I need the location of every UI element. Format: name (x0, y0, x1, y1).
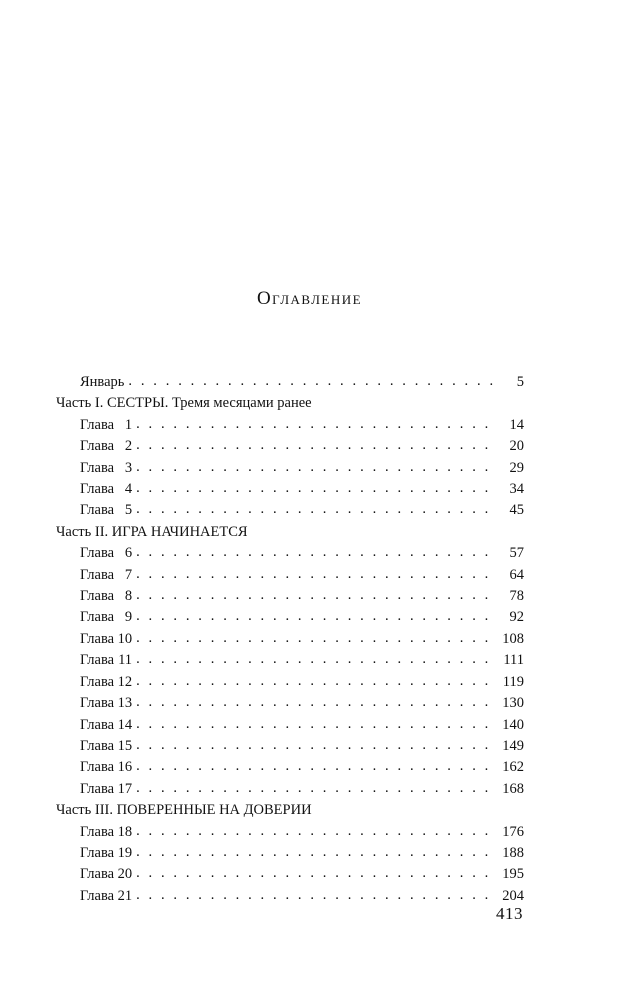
toc-dot-leader (134, 438, 498, 452)
toc-entry-label (80, 757, 134, 778)
toc-entry-title: Глава (80, 630, 115, 647)
toc-entry (56, 607, 524, 628)
toc-page-number: 149 (502, 737, 524, 754)
toc-chapter-number: 21 (117, 887, 133, 904)
toc-entry-title: Глава (80, 716, 115, 733)
page-title: Оглавление (256, 288, 363, 309)
toc-entry-title: Глава (80, 887, 115, 904)
toc-part-heading (56, 800, 524, 821)
toc-chapter-number: 19 (117, 844, 133, 861)
toc-part-title: Часть II. ИГРА НАЧИНАЕТСЯ (56, 523, 248, 540)
toc-entry-title: Январь (80, 374, 125, 390)
toc-part-heading (56, 393, 524, 414)
toc-entry-title: Глава (80, 737, 115, 754)
toc-page-number: 34 (509, 481, 524, 498)
toc-page-number: 176 (502, 823, 524, 840)
toc-entry (56, 500, 524, 521)
toc-chapter-number: 9 (124, 609, 133, 626)
toc-dot-leader (134, 460, 498, 474)
toc-entry-title: Глава (80, 866, 115, 883)
toc-page-number: 204 (502, 887, 524, 904)
toc-chapter-number: 15 (117, 737, 133, 754)
toc-entry (56, 886, 524, 907)
toc-chapter-number: 10 (117, 630, 133, 647)
toc-chapter-number: 11 (118, 652, 133, 669)
toc-part-heading (56, 522, 524, 543)
toc-dot-leader (134, 567, 498, 581)
toc-entry-title: Глава (80, 438, 115, 455)
toc-entry (56, 436, 524, 457)
toc-dot-leader (134, 888, 498, 902)
toc-entry-label (80, 779, 134, 800)
toc-dot-leader (134, 417, 498, 431)
toc-entry-title: Глава (80, 481, 115, 498)
toc-entry (56, 822, 524, 843)
toc-entry-title: Глава (80, 695, 115, 712)
toc-chapter-number: 18 (117, 823, 133, 840)
toc-chapter-number: 16 (117, 759, 133, 776)
toc-entry-title: Глава (80, 588, 115, 605)
toc-dot-leader (134, 738, 498, 752)
toc-page-number: 5 (516, 374, 524, 390)
toc-entry-title: Глава (80, 566, 115, 583)
toc-dot-leader (134, 502, 498, 516)
toc-entry (56, 543, 524, 564)
toc-entry-title: Глава (80, 844, 115, 861)
toc-dot-leader (134, 781, 498, 795)
toc-entry (56, 565, 524, 586)
toc-entry-title: Глава (80, 759, 115, 776)
toc-entry-label (80, 650, 134, 671)
toc-page-number: 162 (502, 759, 524, 776)
toc-page-number: 140 (502, 716, 524, 733)
toc-entry (56, 843, 524, 864)
toc-entry (56, 415, 524, 436)
toc-part-title: Часть I. СЕСТРЫ. Тремя месяцами ранее (56, 395, 312, 412)
toc-page-number: 20 (509, 438, 524, 455)
toc-page-number: 29 (509, 459, 524, 476)
toc-entry-title: Глава (80, 823, 115, 840)
toc-entry (56, 693, 524, 714)
toc-entry (56, 650, 524, 671)
toc-chapter-number: 1 (124, 416, 133, 433)
toc-entry-title: Глава (80, 459, 115, 476)
toc-entry-label (80, 693, 134, 714)
toc-dot-leader (134, 631, 498, 645)
toc-part-title: Часть III. ПОВЕРЕННЫЕ НА ДОВЕРИИ (56, 802, 312, 819)
toc-chapter-number: 3 (124, 459, 133, 476)
toc-dot-leader (134, 866, 498, 880)
table-of-contents (56, 372, 524, 907)
toc-entry-label (80, 436, 134, 457)
toc-page-number: 92 (509, 609, 524, 626)
toc-dot-leader (134, 652, 498, 666)
toc-entry (56, 672, 524, 693)
toc-entry-title: Глава (80, 673, 115, 690)
toc-entry-label (80, 736, 134, 757)
toc-dot-leader (134, 481, 498, 495)
toc-chapter-number: 20 (117, 866, 133, 883)
toc-entry-label (80, 479, 134, 500)
toc-dot-leader (134, 824, 498, 838)
toc-entry-title: Глава (80, 609, 115, 626)
toc-chapter-number: 17 (117, 780, 133, 797)
toc-entry-label (80, 886, 134, 907)
toc-entry-label (80, 565, 134, 586)
toc-page-number: 45 (509, 502, 524, 519)
toc-dot-leader (134, 695, 498, 709)
toc-entry-label (80, 672, 134, 693)
toc-chapter-number: 8 (124, 588, 133, 605)
toc-entry-label (80, 500, 134, 521)
toc-entry (56, 736, 524, 757)
toc-page-number: 130 (502, 695, 524, 712)
toc-entry-label (80, 543, 134, 564)
toc-page-number: 14 (509, 416, 524, 433)
toc-page-number: 78 (509, 588, 524, 605)
toc-entry-title: Глава (80, 502, 115, 519)
toc-page-number: 119 (502, 673, 524, 690)
toc-chapter-number: 12 (117, 673, 133, 690)
toc-chapter-number: 7 (124, 566, 133, 583)
toc-entry-label (80, 586, 134, 607)
toc-page-number: 195 (502, 866, 524, 883)
toc-dot-leader (134, 845, 498, 859)
toc-entry-title: Глава (80, 416, 115, 433)
toc-chapter-number: 6 (124, 545, 133, 562)
toc-entry-label (80, 864, 134, 885)
toc-entry-label (80, 458, 134, 479)
toc-page-number: 108 (502, 630, 524, 647)
toc-entry (56, 372, 524, 393)
toc-page-number: 111 (503, 652, 524, 669)
toc-entry (56, 586, 524, 607)
toc-entry (56, 458, 524, 479)
toc-chapter-number: 5 (124, 502, 133, 519)
toc-dot-leader (126, 374, 498, 388)
toc-entry (56, 629, 524, 650)
toc-entry-label (80, 822, 134, 843)
toc-chapter-number: 4 (124, 481, 133, 498)
toc-dot-leader (134, 674, 498, 688)
toc-entry-label (80, 372, 126, 393)
toc-dot-leader (134, 717, 498, 731)
toc-dot-leader (134, 545, 498, 559)
toc-entry (56, 864, 524, 885)
toc-entry-label (80, 415, 134, 436)
toc-entry-label (80, 843, 134, 864)
toc-chapter-number: 14 (117, 716, 133, 733)
toc-page-number: 168 (502, 780, 524, 797)
toc-entry (56, 479, 524, 500)
toc-entry (56, 757, 524, 778)
toc-entry-label (80, 715, 134, 736)
toc-chapter-number: 2 (124, 438, 133, 455)
toc-entry-title: Глава (80, 652, 115, 669)
toc-dot-leader (134, 588, 498, 602)
toc-dot-leader (134, 759, 498, 773)
toc-entry-label (80, 629, 134, 650)
toc-chapter-number: 13 (117, 695, 133, 712)
toc-entry (56, 779, 524, 800)
page-number: 413 (496, 904, 523, 923)
toc-entry (56, 715, 524, 736)
toc-page-number: 64 (509, 566, 524, 583)
toc-entry-title: Глава (80, 545, 115, 562)
toc-entry-label (80, 607, 134, 628)
toc-dot-leader (134, 609, 498, 623)
toc-entry-title: Глава (80, 780, 115, 797)
toc-page-number: 188 (502, 844, 524, 861)
toc-page-number: 57 (509, 545, 524, 562)
